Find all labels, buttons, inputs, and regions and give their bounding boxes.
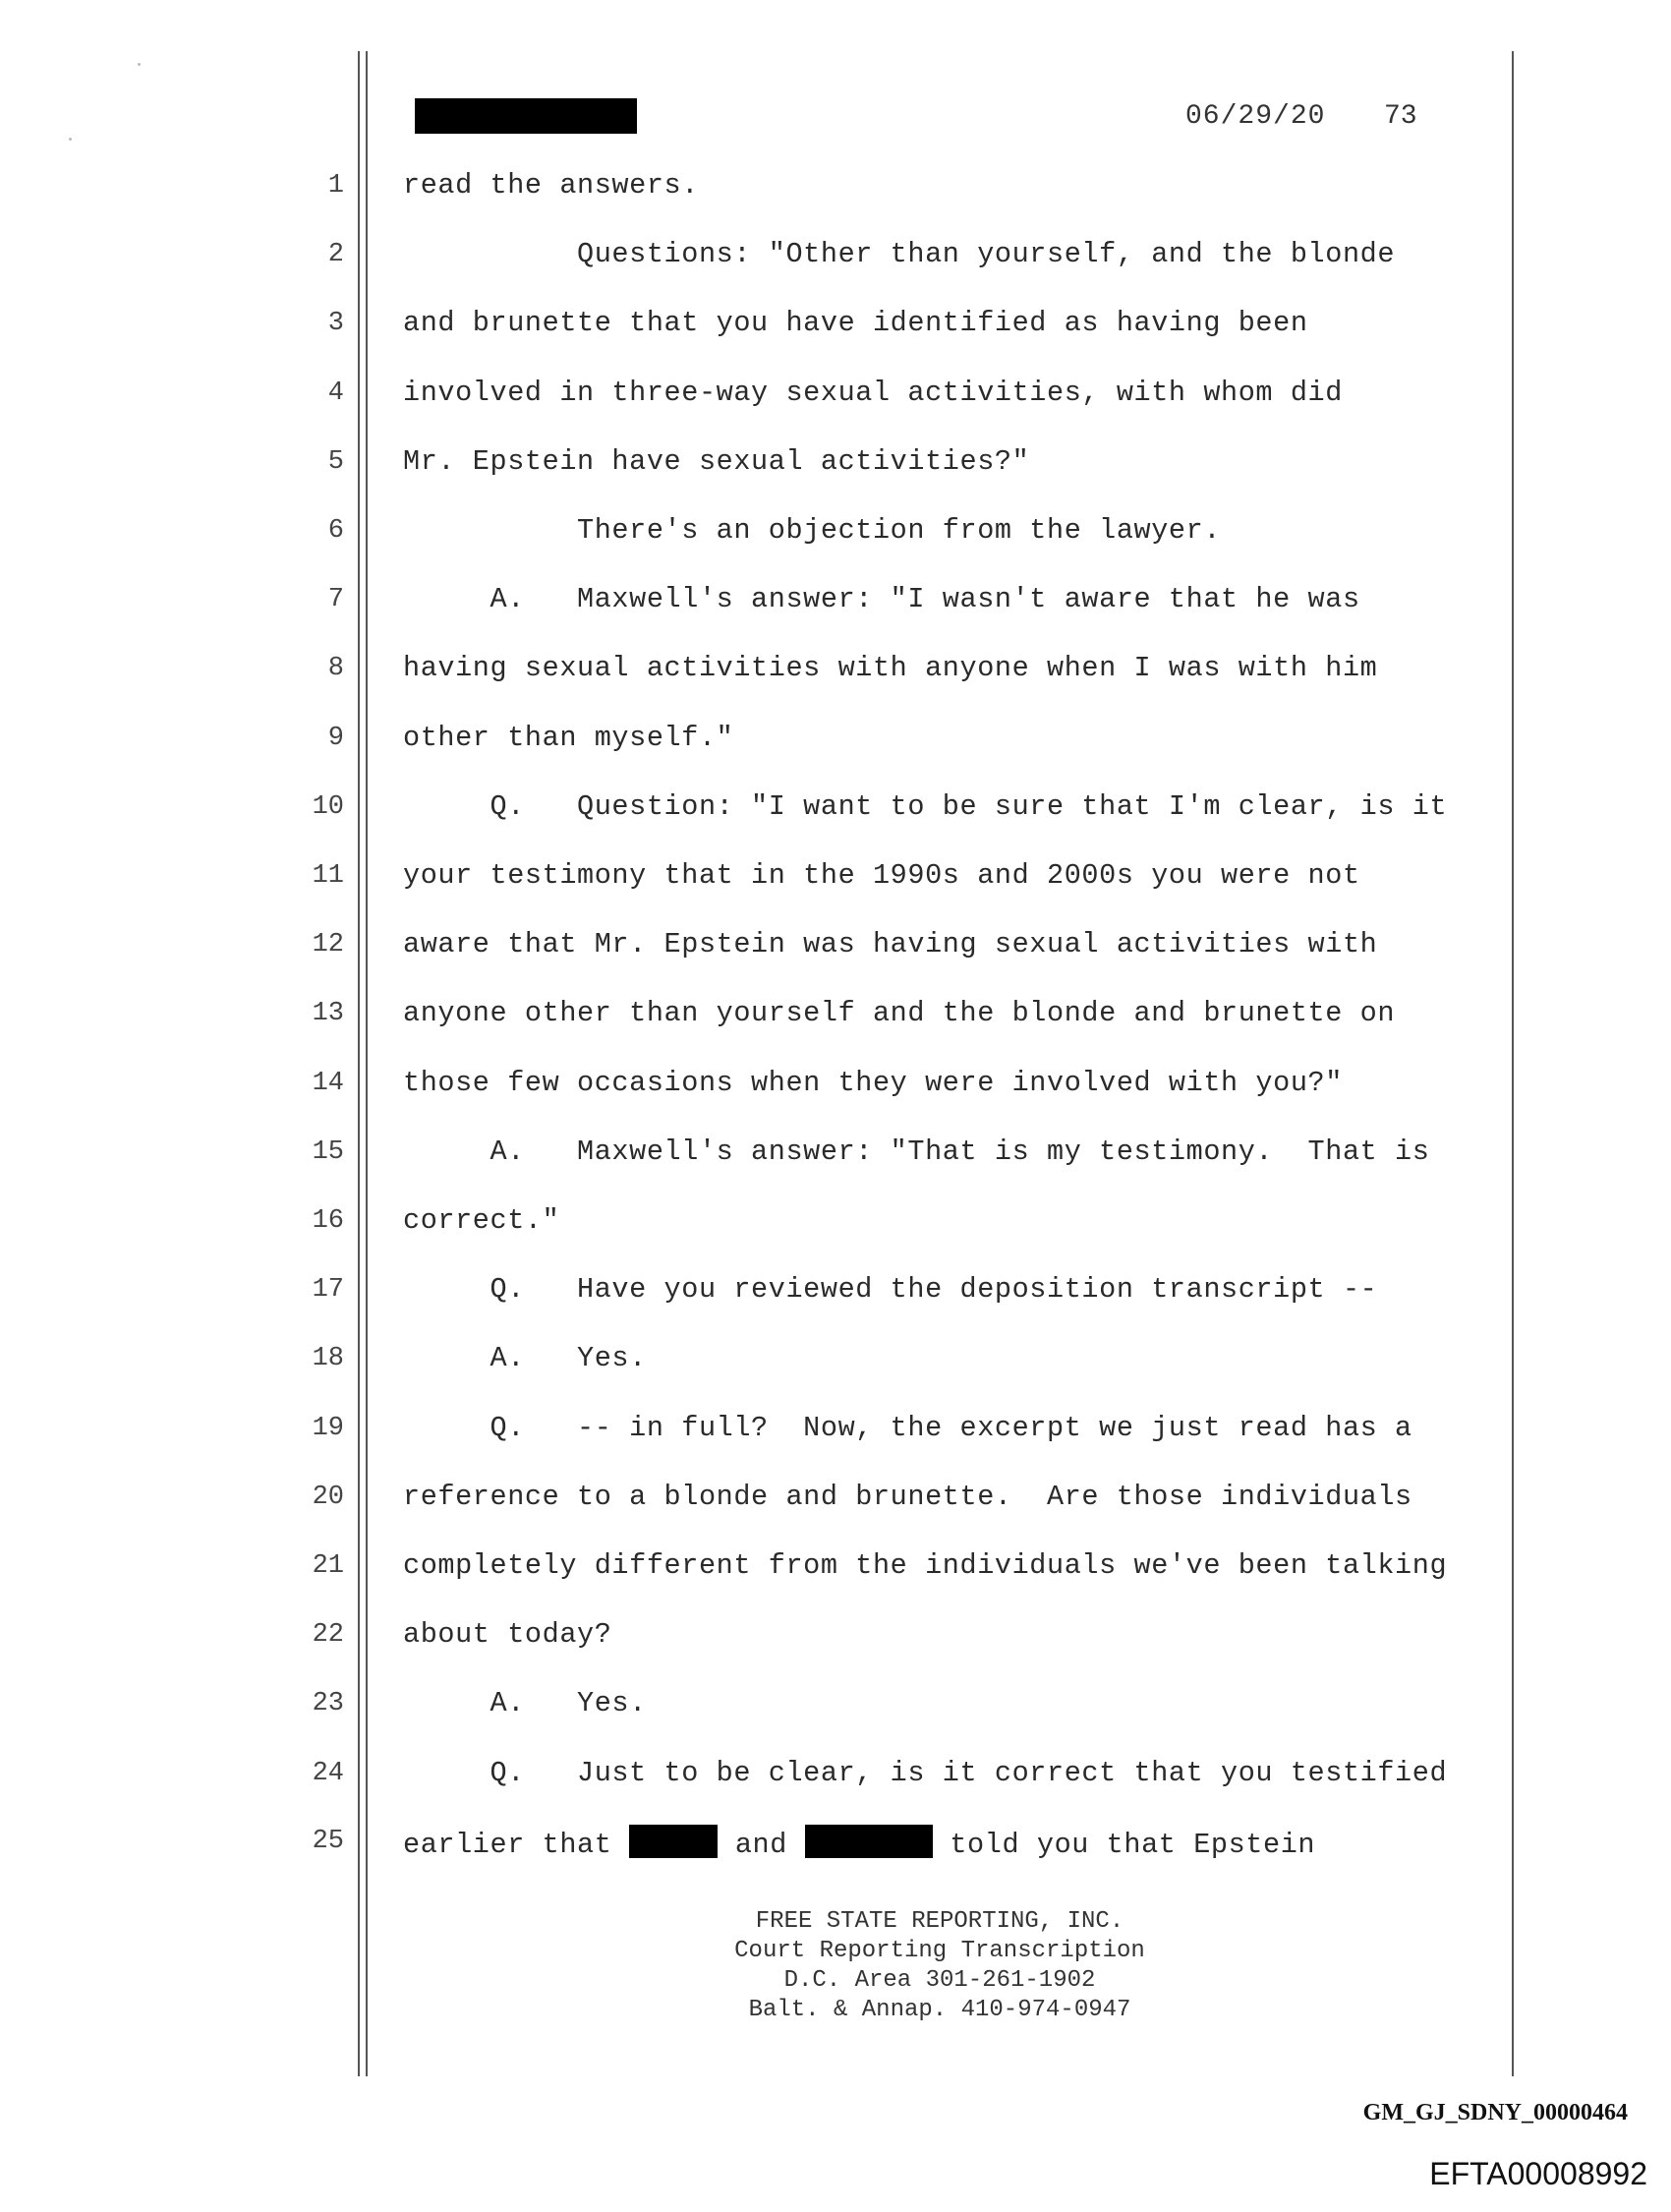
transcript-line: Questions: "Other than yourself, and the blonde <box>403 238 1396 270</box>
transcript-line: Q. Have you reviewed the deposition transcript -- <box>403 1273 1378 1306</box>
transcript-line: and brunette that you have identified as having been <box>403 307 1308 339</box>
reporter-balt-phone: Balt. & Annap. 410-974-0947 <box>748 1997 1131 2023</box>
transcript-line <box>403 1825 1315 1861</box>
line-segment: and <box>718 1829 805 1861</box>
line-number: 21 <box>312 1551 344 1581</box>
transcript-date: 06/29/20 <box>1185 101 1326 132</box>
line-number: 23 <box>312 1689 344 1718</box>
transcript-line: completely different from the individuals we've been talking <box>403 1549 1448 1582</box>
transcript-line: aware that Mr. Epstein was having sexual activities with <box>403 928 1378 960</box>
transcript-line: reference to a blonde and brunette. Are those individuals <box>403 1481 1412 1513</box>
line-number: 14 <box>312 1069 344 1098</box>
line-number: 22 <box>312 1620 344 1650</box>
transcript-line: A. Yes. <box>403 1687 647 1719</box>
page-number: 73 <box>1384 101 1417 132</box>
line-number: 1 <box>327 171 344 201</box>
line-number: 18 <box>312 1344 344 1373</box>
reporter-footer <box>0 1907 1671 2025</box>
line-number: 12 <box>312 930 344 960</box>
line-number: 24 <box>312 1759 344 1788</box>
line-number: 6 <box>327 516 344 546</box>
bates-number: GM_GJ_SDNY_00000464 <box>1362 2100 1628 2125</box>
transcript-line: A. Maxwell's answer: "That is my testimony. That is <box>403 1135 1430 1168</box>
transcript-line: There's an objection from the lawyer. <box>403 514 1222 547</box>
transcript-line: involved in three-way sexual activities, with whom did <box>403 377 1343 409</box>
transcript-line: having sexual activities with anyone when I was with him <box>403 652 1378 684</box>
transcript-line: A. Yes. <box>403 1342 647 1374</box>
transcript-line: Mr. Epstein have sexual activities?" <box>403 445 1030 478</box>
line-segment: told you that Epstein <box>932 1829 1316 1861</box>
margin-rule-left-inner <box>366 51 368 2076</box>
line-number: 17 <box>312 1275 344 1305</box>
transcript-line: those few occasions when they were involved with you?" <box>403 1067 1343 1099</box>
line-number: 4 <box>327 378 344 408</box>
transcript-line: about today? <box>403 1618 612 1651</box>
scan-speck <box>69 138 72 141</box>
margin-rule-right <box>1512 51 1514 2076</box>
margin-rule-left-outer <box>358 51 360 2076</box>
reporter-dc-phone: D.C. Area 301-261-1902 <box>783 1967 1096 1994</box>
line-number: 9 <box>327 724 344 753</box>
line-number: 11 <box>312 861 344 891</box>
transcript-line: Q. Just to be clear, is it correct that you testified <box>403 1757 1448 1789</box>
line-number: 20 <box>312 1483 344 1512</box>
transcript-line: Q. -- in full? Now, the excerpt we just read has a <box>403 1412 1412 1444</box>
transcript-line: correct." <box>403 1204 560 1237</box>
line-number: 25 <box>312 1827 344 1856</box>
line-segment: earlier that <box>403 1829 630 1861</box>
line-number: 5 <box>327 447 344 477</box>
line-number: 2 <box>327 240 344 269</box>
transcript-line: A. Maxwell's answer: "I wasn't aware that he was <box>403 583 1360 615</box>
scan-speck <box>138 63 141 66</box>
transcript-line: your testimony that in the 1990s and 2000s you were not <box>403 859 1360 892</box>
redacted-name-1 <box>629 1825 718 1858</box>
transcript-line: read the answers. <box>403 169 699 202</box>
reporter-company: FREE STATE REPORTING, INC. <box>755 1908 1124 1935</box>
line-number: 7 <box>327 585 344 614</box>
line-number: 13 <box>312 999 344 1028</box>
reporter-services: Court Reporting Transcription <box>734 1938 1145 1964</box>
redacted-block-header <box>415 98 637 134</box>
transcript-line: Q. Question: "I want to be sure that I'm clear, is it <box>403 790 1448 823</box>
efta-number: EFTA00008992 <box>1429 2156 1647 2191</box>
line-number: 19 <box>312 1414 344 1443</box>
transcript-line: anyone other than yourself and the blonde and brunette on <box>403 997 1396 1029</box>
line-number: 15 <box>312 1137 344 1167</box>
line-number: 10 <box>312 792 344 822</box>
transcript-line: other than myself." <box>403 722 734 754</box>
line-number: 8 <box>327 654 344 683</box>
line-number: 3 <box>327 309 344 338</box>
redacted-name-2 <box>805 1825 933 1858</box>
line-number: 16 <box>312 1206 344 1236</box>
